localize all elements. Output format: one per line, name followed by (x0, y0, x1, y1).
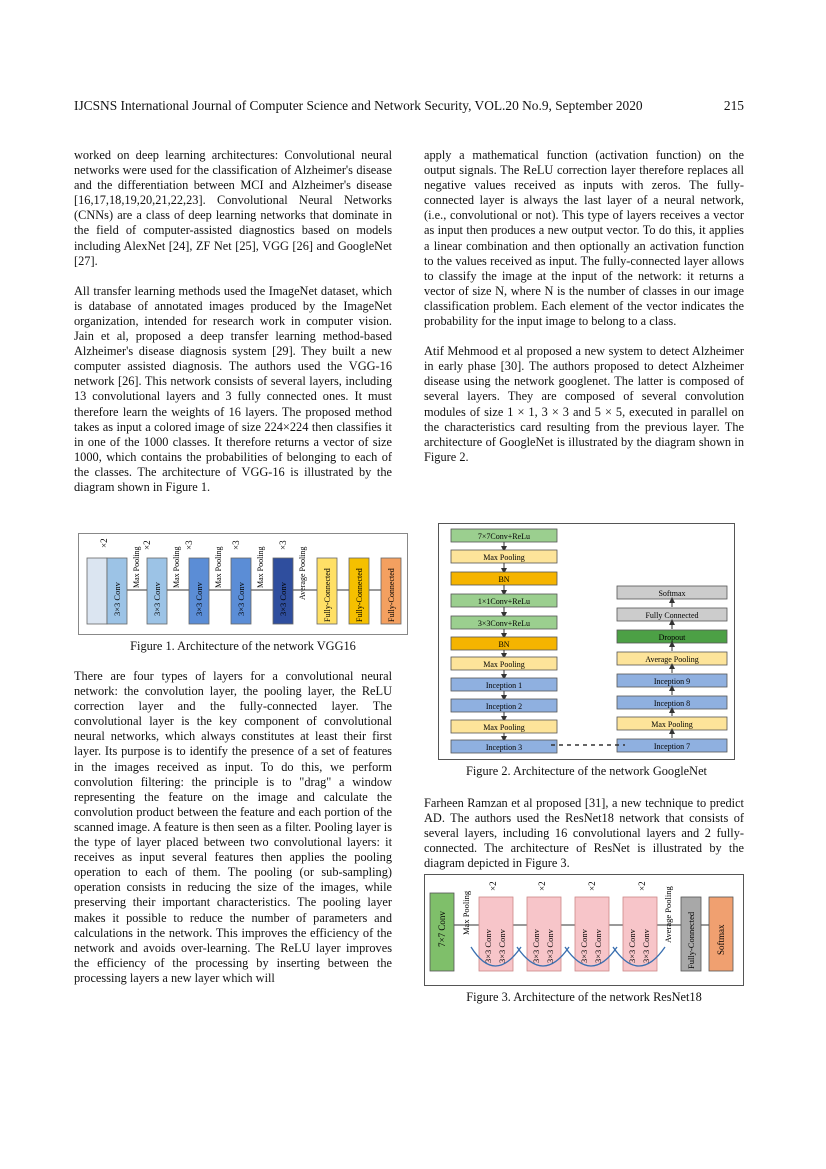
layer-label: 3×3Conv+ReLu (477, 619, 531, 628)
layer-label: Inception 7 (653, 742, 691, 751)
conv-label: 3×3 Conv (545, 929, 555, 963)
avg-pool-label: Average Pooling (298, 546, 307, 600)
conv-label: 3×3 Conv (278, 582, 288, 616)
repeat-label: ×2 (488, 881, 498, 891)
layer-label: Inception 1 (485, 681, 523, 690)
layer-label: Inception 3 (485, 743, 523, 752)
repeat-label: ×2 (637, 881, 647, 891)
layer-label: Max Pooling (651, 720, 693, 729)
layer-label: Max Pooling (483, 723, 525, 732)
layer-label: Inception 2 (485, 702, 523, 711)
fc-label: Fully-Connected (686, 911, 696, 969)
conv-label: 3×3 Conv (641, 929, 651, 963)
pool-label: Max Pooling (214, 546, 223, 588)
layer-label: 1×1Conv+ReLu (477, 597, 531, 606)
layer-label: Dropout (658, 633, 686, 642)
input-block (87, 558, 107, 624)
repeat-label: ×2 (142, 540, 152, 550)
layer-label: BN (498, 640, 510, 649)
running-header (74, 98, 744, 114)
page-number: 215 (723, 98, 744, 113)
conv-label: 3×3 Conv (497, 929, 507, 963)
conv-label: 3×3 Conv (593, 929, 603, 963)
left-stack (451, 529, 557, 753)
pool-label: Max Pooling (132, 546, 141, 588)
repeat-label: ×3 (231, 540, 241, 550)
paragraph: There are four types of layers for a convolutional neural network: the convolution layer, the pooling layer, the ReLU correction layer and the fully-connected layer. The convolutional layer is the key component of convolutional neural networks, which always constitutes at least their first layer. Its purpose is to identify the presence of a set of features in the images received as input. To do this, we perform convolution filtering: the principle is to "drag" a window representing the feature on the image and calculate the convolution product between the feature and each portion of the scanned image. A feature is then seen as a filter. Pooling layer is the type of layer placed between two convolutional layers: it receives as input several features then applies the pooling operation to each of them. The pooling (or sub-sampling) operation consists in reducing the size of the images, while preserving their important characteristics. The pooling layer makes it possible to reduce the number of parameters and calculations in the network. This improves the efficiency of the network and avoids over-learning. The ReLU layer improves the efficiency of the processing by inserting between the processing layers a new layer which will (74, 669, 392, 985)
figure2-caption: Figure 2. Architecture of the network GoogleNet (466, 764, 707, 778)
paragraph: Farheen Ramzan et al proposed [31], a new technique to predict AD. The authors used the ResNet18 network that consists of several layers, including 16 convolutional layers and 2 fully-connected. The architecture of ResNet is illustrated by the diagram depicted in Figure 3. (424, 796, 744, 871)
conv-label: 3×3 Conv (483, 929, 493, 963)
layer-label: BN (498, 575, 510, 584)
avg-pool-label: Average Pooling (663, 886, 673, 943)
layer-label: Inception 8 (653, 699, 691, 708)
googlenet-diagram (439, 524, 734, 759)
fc-label: Fully-Connected (387, 568, 396, 622)
figure3-caption: Figure 3. Architecture of the network ResNet18 (466, 990, 702, 1004)
resnet18-diagram (425, 875, 743, 985)
conv-label: 3×3 Conv (627, 929, 637, 963)
layer-label: Max Pooling (483, 553, 525, 562)
layer-label: Softmax (658, 589, 686, 598)
repeat-label: ×2 (537, 881, 547, 891)
fc-label: Fully-Connected (323, 568, 332, 622)
softmax-label: Softmax (716, 924, 726, 955)
layer-label: Max Pooling (483, 660, 525, 669)
journal-title: IJCSNS International Journal of Computer Science and Network Security, VOL.20 No.9, September 2020 (74, 98, 643, 113)
pool-label: Max Pooling (461, 890, 471, 935)
layer-label: Fully Connected (645, 611, 699, 620)
paragraph: All transfer learning methods used the ImageNet dataset, which is database of annotated images produced by the ImageNet organization, intended for research work in computer vision. Jain et al, proposed a deep transfer learning method-based Alzheimer's disease diagnosis system [29]. They built a new computer assisted diagnosis. The authors used the VGG-16 network [26]. This network consists of several layers, including 13 convolutional layers and 3 fully connected ones. It must therefore learn the weights of 16 layers. The proposed method takes as input a colored image of size 224×224 then classifies it in one of the 1000 classes. It therefore returns a vector of size 1000, which contains the probabilities of belonging to each of the classes. The architecture of VGG-16 is illustrated by the diagram shown in Figure 1. (74, 283, 392, 494)
conv-label: 3×3 Conv (236, 582, 246, 616)
conv-label: 3×3 Conv (152, 582, 162, 616)
conv-label: 3×3 Conv (194, 582, 204, 616)
right-column-text (424, 148, 744, 480)
figure-resnet18 (424, 874, 744, 986)
figure-vgg16 (78, 533, 408, 635)
conv-label: 3×3 Conv (112, 582, 122, 616)
layer-label: Inception 9 (653, 677, 691, 686)
fc-label: Fully-Connected (355, 568, 364, 622)
right-column-text-mid (424, 796, 744, 886)
pool-label: Max Pooling (256, 546, 265, 588)
figure-googlenet (438, 523, 735, 760)
paragraph: apply a mathematical function (activation function) on the output signals. The ReLU correction layer therefore replaces all negative values received as inputs with zeros. The fully-connected layer is always the last layer of a neural network, (i.e., convolutional or not). This type of layers receives a vector as input then produces a new output vector. To do this, it applies a linear combination and then optionally an activation function to the values received as input. The fully-connected layer allows to classify the image at the input of the network: it returns a vector of size N, where N is the number of classes in our image classification problem. Each element of the vector indicates the probability for the input image to belong to a class. (424, 148, 744, 329)
pool-label: Max Pooling (172, 546, 181, 588)
left-column-text-bottom (74, 669, 392, 1001)
repeat-label: ×2 (99, 538, 109, 548)
left-column-text (74, 148, 392, 510)
paragraph: Atif Mehmood et al proposed a new system to detect Alzheimer in early phase [30]. The authors proposed to detect Alzheimer disease using the network googlenet. The latter is composed of several layers. They are composed of several convolution modules of size 1 × 1, 3 × 3 and 5 × 5, executed in parallel on the characteristics card resulting from the previous layer. The architecture of GoogleNet is illustrated by the diagram shown in Figure 2. (424, 344, 744, 464)
repeat-label: ×3 (184, 540, 194, 550)
layer-label: 7×7Conv+ReLu (477, 532, 531, 541)
first-conv-label: 7×7 Conv (437, 911, 447, 947)
right-stack (617, 586, 727, 752)
repeat-label: ×3 (278, 540, 288, 550)
vgg16-diagram (79, 534, 407, 634)
paragraph: worked on deep learning architectures: Convolutional neural networks were used for the classification of Alzheimer's disease and the differentiation between MCI and Alzheimer's disease [16,17,18,19,20,21,22,23]. Convolutional Neural Networks (CNNs) are a class of deep learning networks that dominate in the field of computer-assisted diagnostics based on models including AlexNet [24], ZF Net [25], VGG [26] and GoogleNet [27]. (74, 148, 392, 268)
conv-label: 3×3 Conv (531, 929, 541, 963)
layer-label: Average Pooling (645, 655, 699, 664)
repeat-label: ×2 (587, 881, 597, 891)
figure1-caption: Figure 1. Architecture of the network VGG16 (130, 639, 356, 653)
conv-label: 3×3 Conv (579, 929, 589, 963)
